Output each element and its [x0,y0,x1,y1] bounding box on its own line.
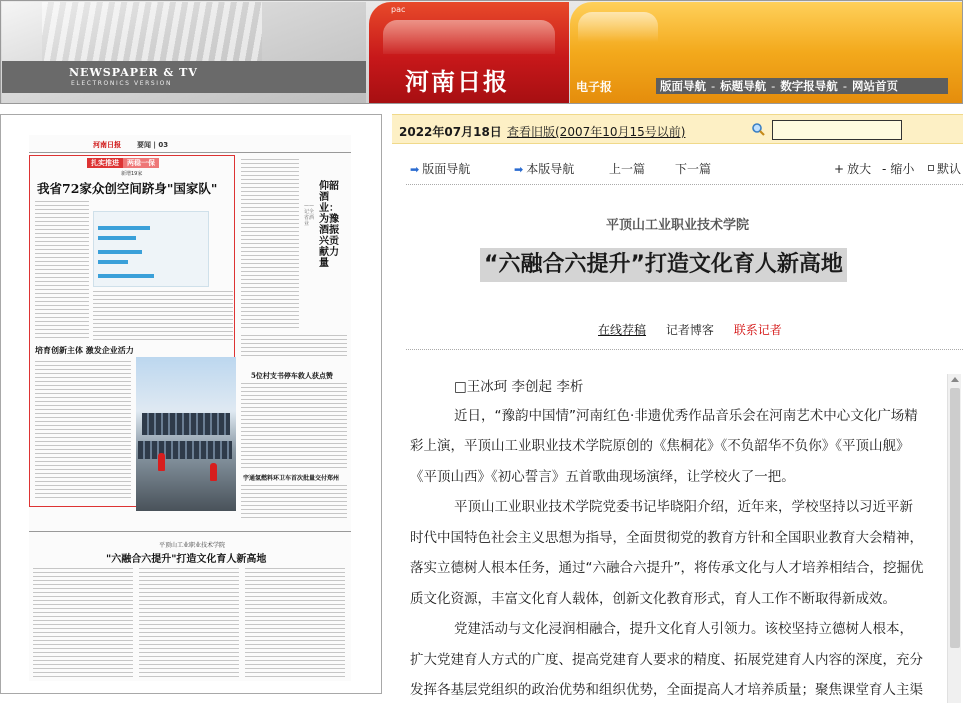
header-nav [656,78,948,94]
article-line: 平顶山工业职业技术学院党委书记毕晓阳介绍，近年来，学校坚持以习近平新 [454,499,913,515]
paper-name-block[interactable] [369,2,569,103]
toolbar-divider [406,184,963,185]
thumb-right-title[interactable]: 仰韶酒业：为豫酒振兴贡献力量 [319,181,339,269]
worker-figure [158,453,165,471]
info-bar [98,226,150,230]
article-line: 时代中国特色社会主义思想为指导，全面贯彻党的教育方针和全国职业教育大会精神， [410,530,923,546]
article-toolbar [410,160,963,178]
arrow-right-icon: ➡ [410,163,420,176]
this-page-nav-button[interactable] [514,160,574,177]
nav-titles[interactable]: 标题导航 [720,79,767,93]
thumb-text-block [93,291,233,341]
page-thumbnail-panel [0,114,382,694]
header-brand-bar [2,61,366,93]
thumb-infographic [93,211,209,287]
thumb-right-sub: ——记全省酒业 [304,203,315,227]
this-page-nav-label: 本版导航 [526,162,575,176]
article-byline: □王冰珂 李创起 李析 [454,379,584,395]
worker-figure [210,463,217,481]
page-thumbnail[interactable] [29,135,351,681]
gloss-highlight [578,12,658,42]
thumb-sub: 新增19家 [121,171,143,177]
article-line: 彩上演，平顶山工业职业技术学院原创的《焦桐花》《不负韶华不负你》《平顶山舰》 [410,438,910,454]
article-line: 扩大党建育人方式的广度、提高党建育人要求的精度、拓展党建育人内容的深度，充分 [410,652,923,668]
article-panel [392,114,963,703]
pac-label: pac [391,5,406,14]
info-bar [98,250,142,254]
search-input[interactable] [772,120,902,140]
default-size-label: 默认 [937,162,962,176]
info-bar [98,274,154,278]
date-bar [392,114,963,144]
site-header [0,0,963,104]
nav-digital[interactable]: 数字报导航 [780,79,838,93]
default-size-button[interactable] [928,160,961,177]
contact-reporter-link[interactable]: 联系记者 [733,323,782,337]
nav-separator: - [771,79,776,93]
paper-name: 河南日报 [405,68,509,96]
article-line: 发挥各基层党组织的政治优势和组织优势，全面提高人才培养质量；聚焦课堂育人主渠 [410,682,923,698]
thumb-mid-head-2[interactable]: 宇通氢燃料环卫车首次批量交付郑州 [243,475,340,482]
info-bar [98,236,136,240]
info-bar [98,260,128,264]
article-kicker: 平顶山工业职业技术学院 [605,218,749,233]
zoom-in-label: 放大 [847,162,872,176]
article-line: 近日，“豫韵中国情”河南红色·非遗优秀作品音乐会在河南艺术中心文化广场精 [454,408,918,424]
epaper-label: 电子报 [576,80,613,94]
article-line: 党建活动与文化浸润相融合，提升文化育人引领力。该校坚持立德树人根本， [454,621,913,637]
brand-line-2: ELECTRONICS VERSION [71,80,173,87]
zoom-in-button[interactable] [834,160,871,177]
tag-left: 扎实推进 [87,158,123,168]
thumb-feature-tag [87,158,159,168]
article-line: 质文化资源，丰富文化育人载体，创新文化教育形式，育人工作不断取得新成效。 [410,591,896,607]
gloss-highlight [383,20,555,54]
thumb-mid-head[interactable]: 5位村支书停车救人获点赞 [251,371,333,380]
thumb-text-block [241,383,347,469]
thumb-text-block [33,568,133,678]
thumb-logo: 河南日报 [93,141,121,149]
search-icon[interactable] [751,122,765,136]
nav-separator: - [711,79,716,93]
tag-right: 两稳一保 [123,158,159,168]
scroll-up-icon[interactable] [951,377,959,382]
epaper-block [570,2,963,103]
solar-panel [138,441,232,459]
old-version-link[interactable]: 查看旧版(2007年10月15号以前) [507,125,686,139]
thumb-page-label: 要闻 | 03 [137,141,169,149]
issue-date: 2022年07月18日 [399,125,502,139]
reporter-blog-link[interactable]: 记者博客 [665,323,714,337]
thumb-text-block [245,568,345,678]
next-article-link[interactable]: 下一篇 [675,162,712,176]
thumb-section-head: 培育创新主体 激发企业活力 [35,345,134,355]
article-line: 落实立德树人根本任务，通过“六融合六提升”，将传承文化与人才培养相结合，挖掘优 [410,560,924,576]
zoom-out-label: 缩小 [890,162,915,176]
minus-icon: - [882,162,887,176]
nav-layout[interactable]: 版面导航 [660,79,706,93]
scroll-thumb[interactable] [950,388,960,648]
zoom-out-button[interactable] [882,160,914,177]
thumb-text-block [241,335,347,359]
nav-home[interactable]: 网站首页 [851,79,898,93]
layout-nav-label: 版面导航 [422,162,471,176]
layout-nav-button[interactable] [410,160,470,177]
thumb-masthead [29,135,351,153]
thumb-bottom-title: "六融合六提升"打造文化育人新高地 [106,554,267,565]
thumb-bottom-article[interactable] [29,531,351,681]
thumb-text-block [139,568,239,678]
thumb-bottom-kicker: 平顶山工业职业技术学院 [159,542,226,549]
nav-separator: - [842,79,847,93]
square-icon [928,165,934,171]
article-scrollbar[interactable] [947,374,961,703]
links-divider [406,349,963,350]
plus-icon: + [834,162,845,176]
thumb-text-block [241,159,299,329]
thumb-text-block [35,361,131,501]
solar-panel [142,413,230,435]
thumb-text-block [241,485,347,521]
thumb-photo [136,357,236,511]
prev-article-link[interactable]: 上一篇 [609,162,646,176]
thumb-text-block [35,201,89,341]
arrow-right-icon: ➡ [514,163,524,176]
article-title: “六融合六提升”打造文化育人新高地 [480,248,847,282]
article-links [598,321,798,338]
thumb-headline[interactable]: 我省72家众创空间跻身"国家队" [37,181,218,196]
brand-line-1: NEWSPAPER & TV [69,66,198,79]
recommend-link[interactable]: 在线荐稿 [598,323,647,337]
article-line: 《平顶山西》《初心誓言》五首歌曲现场演绎，让学校火了一把。 [410,469,795,485]
